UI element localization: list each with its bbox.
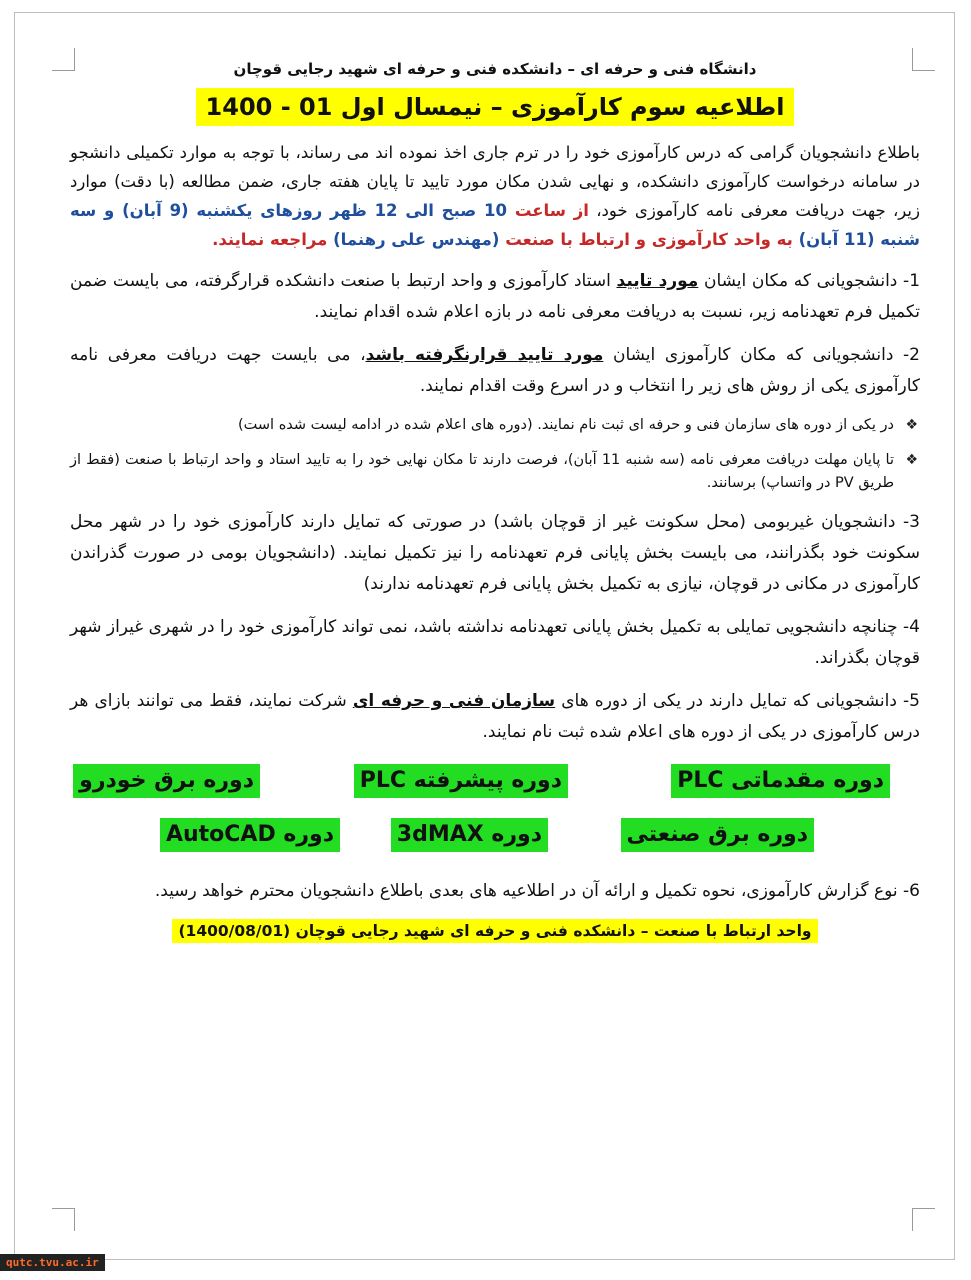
crop-mark-bottom-right [912,1208,935,1231]
diamond-bullet-icon: ❖ [905,417,918,433]
intro-time-range: 10 صبح الی 12 ظهر روزهای یکشنبه (9 آبان) و سه شنبه (11 آبان) [70,201,920,249]
item-5-text-b: شرکت نمایند، فقط می توانند بازای هر درس کارآموزی در یکی از دوره های اعلام شده ثبت نام نمایند. [70,691,920,742]
item-5-emphasis: سازمان فنی و حرفه ای [352,691,556,711]
item-2-emphasis: مورد تایید قرارنگرفته باشد [365,345,604,365]
item-5 [70,686,920,748]
diamond-bullet-icon: ❖ [905,452,918,468]
intro-time-label: از ساعت [507,201,589,220]
bullet-item [70,449,920,495]
item-1-text-a: 1- دانشجویانی که مکان ایشان [698,271,921,291]
item-2 [70,340,920,402]
intro-text: باطلاع دانشجویان گرامی که درس کارآموزی خود را در ترم جاری اخذ نموده اند می رساند، با توجه به موارد تکمیلی دانشجو در سامانه درخواست کارآموزی دانشکده، و نهایی شدن مکان مورد تایید تا پایان هفته جاری، ضمن مطالعه (با دقت) موارد زیر، جهت دریافت معرفی نامه کارآموزی خود، [70,143,920,220]
item-1 [70,266,920,328]
course-autocad: دوره AutoCAD [160,818,340,852]
title-wrapper [70,88,920,126]
course-auto-electric: دوره برق خودرو [73,764,260,798]
item-2-text-b: ، می بایست جهت دریافت معرفی نامه کارآموزی یکی از روش های زیر را انتخاب و در اسرع وقت اقدام نمایند. [70,345,920,396]
bullet-text: در یکی از دوره های سازمان فنی و حرفه ای ثبت نام نمایند. (دوره های اعلام شده در ادامه لیست شده است) [238,417,894,433]
site-watermark: qutc.tvu.ac.ir [0,1254,105,1271]
bullet-text: تا پایان مهلت دریافت معرفی نامه (سه شنبه 11 آبان)، فرصت دارند تا مکان نهایی خود را به تایید استاد و واحد ارتباط با صنعت (فقط از طریق PV در واتساپ) برسانند. [70,452,895,491]
course-plc-basic: دوره مقدماتی PLC [671,764,890,798]
item-4: 4- چنانچه دانشجویی تمایلی به تکمیل بخش پایانی تعهدنامه نداشته باشد، نمی تواند کارآموزی خود را در شهری غیراز شهر قوچان بگذراند. [70,617,920,668]
intro-contact-person: (مهندس علی رهنما) [333,230,500,249]
item-5-text-a: 5- دانشجویانی که تمایل دارند در یکی از دوره های [555,691,920,711]
item-2-text-a: 2- دانشجویانی که مکان کارآموزی ایشان [603,345,920,365]
item-1-text-b: استاد کارآموزی و واحد ارتبط با صنعت دانشکده قرارگرفته، می بایست ضمن تکمیل فرم تعهدنامه زیر، نسبت به دریافت معرفی نامه در بازه اعلام شده اقدام نمایند. [70,271,920,322]
document-body [70,60,920,943]
intro-office: به واحد کارآموزی و ارتباط با صنعت [499,230,799,249]
course-plc-advanced: دوره پیشرفته PLC [354,764,568,798]
footer-wrapper [70,919,920,943]
item-1-emphasis: مورد تایید [616,271,699,291]
course-3dmax: دوره 3dMAX [391,818,548,852]
item-6: 6- نوع گزارش کارآموزی، نحوه تکمیل و ارائه آن در اطلاعیه های بعدی باطلاع دانشجویان محترم خواهد رسید. [154,881,920,901]
item-3: 3- دانشجویان غیربومی (محل سکونت غیر از قوچان باشد) در صورتی که تمایل دارند کارآموزی خود را در شهر محل سکونت خود بگذرانند، می بایست بخش پایانی فرم تعهدنامه را نیز تکمیل نمایند. (دانشجویان بومی در صورت گذراندن کارآموزی در مکانی در قوچان، نیازی به تکمیل بخش پایانی فرم تعهدنامه ندارند) [70,512,920,594]
page-title: اطلاعیه سوم کارآموزی – نیمسال اول 01 - 1400 [196,88,795,126]
intro-paragraph [70,138,920,254]
crop-mark-bottom-left [52,1208,75,1231]
bullet-item [70,414,920,437]
course-grid [70,760,920,870]
signature-footer: واحد ارتباط با صنعت – دانشکده فنی و حرفه ای شهید رجایی قوچان (1400/08/01) [172,919,817,943]
university-header: دانشگاه فنی و حرفه ای – دانشکده فنی و حرفه ای شهید رجایی قوچان [233,60,757,78]
course-industrial-electric: دوره برق صنعتی [621,818,814,852]
intro-closing: مراجعه نمایند. [212,230,334,249]
